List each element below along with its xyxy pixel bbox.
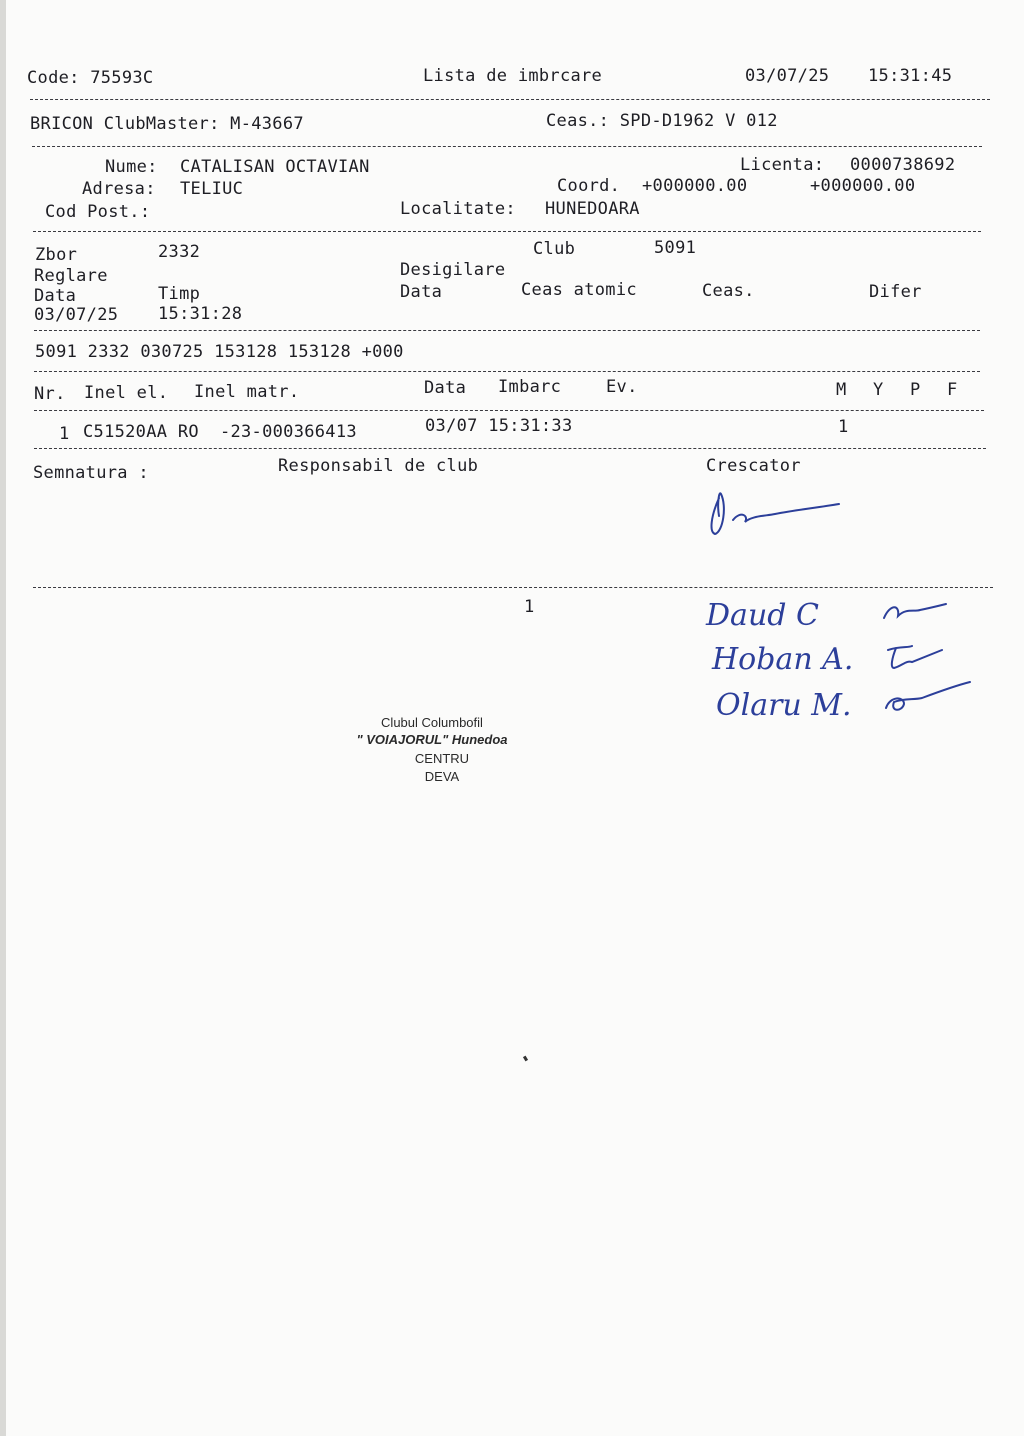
col-header-date: Data [424,378,467,398]
divider [34,371,980,372]
divider [33,231,981,232]
encoded-summary-line: 5091 2332 030725 153128 153128 +000 [35,342,404,362]
address-value: TELIUC [180,179,244,199]
clock-id: Ceas.: SPD-D1962 V 012 [546,111,778,131]
setting-label: Reglare [34,266,108,286]
col-header-nr: Nr. [34,384,66,404]
club-stamp-line-4: DEVA [424,769,460,784]
club-number: 5091 [654,238,697,258]
license-number: 0000738692 [850,155,956,175]
setting-date-label: Data [34,286,77,306]
ring-number: C51520AA RO -23-000366413 [83,422,357,442]
initials-mark-3 [880,678,974,718]
clock-label: Ceas. [702,281,755,301]
initials-mark-2 [882,640,946,674]
coord-y: +000000.00 [810,176,916,196]
coord-x: +000000.00 [642,176,748,196]
setting-time-label: Timp [158,284,201,304]
setting-time: 15:31:28 [158,304,243,324]
club-responsible-label: Responsabil de club [278,456,479,476]
locality-value: HUNEDOARA [545,199,640,219]
divider [34,330,980,331]
difference-label: Difer [869,282,922,302]
print-date: 03/07/25 [745,66,830,86]
handwritten-name-3: Olaru M. [716,688,852,723]
setting-date: 03/07/25 [34,305,119,325]
ink-speck [523,1056,528,1062]
col-header-f: F [947,380,958,400]
locality-label: Localitate: [400,199,516,219]
col-header-y: Y [873,380,884,400]
postal-code-label: Cod Post.: [45,202,151,222]
address-label: Adresa: [82,179,156,199]
boarding-datetime: 03/07 15:31:33 [425,416,573,436]
coord-label: Coord. [557,176,621,196]
divider [34,410,984,411]
clubmaster-id: BRICON ClubMaster: M-43667 [30,114,304,134]
paper-edge [0,0,6,1436]
flight-number: 2332 [158,242,201,262]
row-m-value: 1 [838,417,849,437]
row-number: 1 [59,424,70,444]
divider [30,99,990,100]
handwritten-name-1: Daud C [706,598,819,633]
document-code: Code: 75593C [27,68,154,88]
divider [32,146,982,147]
col-header-p: P [910,380,921,400]
col-header-event: Ev. [606,377,638,397]
owner-name: CATALISAN OCTAVIAN [180,157,370,177]
club-stamp-line-1: Clubul Columbofil [381,715,483,730]
col-header-ring-number: Inel matr. [194,382,300,402]
col-header-boarding: Imbarc [498,377,562,397]
col-header-electronic-ring: Inel el. [84,383,169,403]
unsealing-label: Desigilare [400,260,506,280]
flight-label: Zbor [35,245,78,265]
initials-mark-1 [880,598,950,628]
license-label: Licenta: [740,155,825,175]
divider [34,448,986,449]
club-stamp-line-3: CENTRU [414,751,470,766]
document-title: Lista de imbrcare [423,66,603,86]
atomic-clock-label: Ceas atomic [521,280,637,300]
club-stamp-line-2: " VOIAJORUL" Hunedoa [356,732,508,747]
club-label: Club [533,239,576,259]
page-number: 1 [524,597,535,617]
name-label: Nume: [105,157,158,177]
breeder-signature-mark [705,486,845,542]
unsealing-date-label: Data [400,282,443,302]
signature-label: Semnatura : [33,463,149,483]
breeder-label: Crescator [706,456,801,476]
col-header-m: M [836,380,847,400]
handwritten-name-2: Hoban A. [712,642,854,677]
print-time: 15:31:45 [868,66,953,86]
divider [33,587,993,588]
